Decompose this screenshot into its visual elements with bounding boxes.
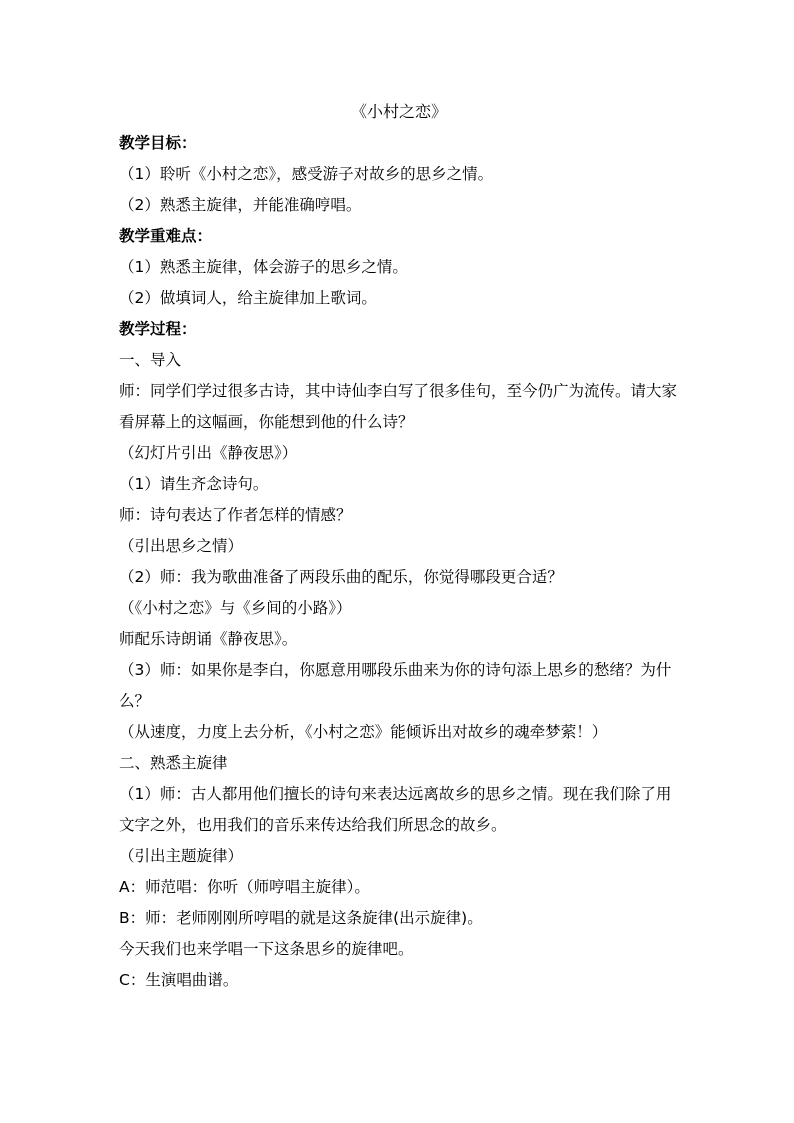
section-heading: 教学过程： (119, 320, 197, 338)
paragraph: 二、熟悉主旋律 (119, 754, 228, 772)
paragraph: B：师：老师刚刚所哼唱的就是这条旋律(出示旋律)。 (119, 909, 483, 927)
paragraph: C：生演唱曲谱。 (119, 971, 239, 989)
paragraph: （《小村之恋》与《乡间的小路》） (119, 599, 352, 617)
paragraph: 今天我们也来学唱一下这条思乡的旋律吧。 (119, 940, 414, 958)
paragraph: （2）师：我为歌曲准备了两段乐曲的配乐，你觉得哪段更合适？ (119, 568, 563, 586)
paragraph: 师：诗句表达了作者怎样的情感？ (119, 506, 352, 524)
paragraph: （2）熟悉主旋律，并能准确哼唱。 (119, 196, 362, 214)
paragraph: （幻灯片引出《静夜思》） (119, 444, 298, 462)
paragraph: （1）熟悉主旋律，体会游子的思乡之情。 (119, 258, 408, 276)
paragraph: （引出思乡之情） (119, 537, 244, 555)
paragraph: （2）做填词人，给主旋律加上歌词。 (119, 289, 377, 307)
document-page (119, 96, 679, 996)
section-heading: 教学重难点： (119, 227, 213, 245)
document-body (119, 128, 679, 996)
paragraph: （从速度，力度上去分析，《小村之恋》能倾诉出对故乡的魂牵梦萦！） (119, 723, 608, 741)
section-heading: 教学目标： (119, 134, 197, 152)
paragraph: 一、导入 (119, 351, 182, 369)
paragraph: （1）聆听《小村之恋》，感受游子对故乡的思乡之情。 (119, 165, 494, 183)
paragraph: （1）师：古人都用他们擅长的诗句来表达远离故乡的思乡之情。现在我们除了用文字之外，也用我们的音乐来传达给我们所思念的故乡。 (119, 785, 672, 834)
paragraph: 师配乐诗朗诵《静夜思》。 (119, 630, 298, 648)
paragraph: A：师范唱：你听（师哼唱主旋律）。 (119, 878, 370, 896)
paragraph: （1）请生齐念诗句。 (119, 475, 269, 493)
paragraph: 师：同学们学过很多古诗，其中诗仙李白写了很多佳句，至今仍广为流传。请大家看屏幕上的这幅画，你能想到他的什么诗？ (119, 382, 678, 431)
paragraph: （引出主题旋律） (119, 847, 244, 865)
document-title: 《小村之恋》 (350, 102, 447, 121)
paragraph: （3）师：如果你是李白，你愿意用哪段乐曲来为你的诗句添上思乡的愁绪？为什么？ (119, 661, 672, 710)
